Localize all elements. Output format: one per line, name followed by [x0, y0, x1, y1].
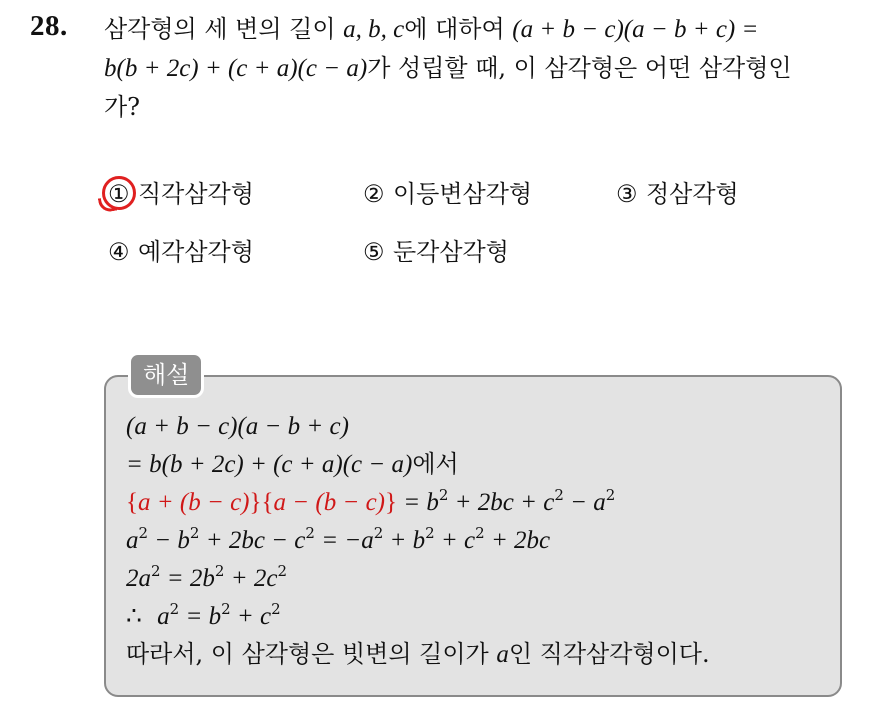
solution-line-7 [126, 636, 710, 673]
exponent: 2 [189, 524, 200, 542]
question-text: 가 성립할 때, 이 삼각형은 어떤 삼각형인 [367, 54, 792, 82]
choice-number: ① [108, 180, 130, 208]
solution-math: (a + b − c)(a − b + c) [126, 413, 349, 440]
choice-2[interactable] [363, 178, 532, 210]
exponent: 2 [425, 524, 435, 542]
choice-number: ② [363, 180, 385, 208]
question-text: 가? [104, 93, 141, 121]
exponent: 2 [605, 486, 616, 504]
exponent: 2 [271, 600, 281, 618]
choice-label: 이등변삼각형 [393, 180, 533, 208]
question-number: 28. [30, 10, 68, 42]
solution-math: + 2bc + c [448, 489, 555, 516]
solution-line-3 [126, 484, 615, 521]
solution-math: + 2bc − c [199, 527, 306, 554]
solution-math: = 2b [160, 565, 215, 592]
solution-math: a [157, 603, 170, 630]
exponent: 2 [305, 524, 315, 542]
question-equation: b(b + 2c) + (c + a)(c − a) [104, 55, 368, 82]
solution-math: = b [397, 489, 439, 516]
choice-number: ③ [616, 180, 638, 208]
exponent: 2 [214, 562, 225, 580]
choice-number: ④ [108, 238, 130, 266]
solution-math: + c [230, 603, 272, 630]
solution-math: + c [434, 527, 476, 554]
question-equation: (a + b − c)(a − b + c) = [512, 16, 759, 43]
solution-tag: 해설 [128, 352, 204, 398]
exponent: 2 [554, 486, 564, 504]
solution-math: + 2bc [484, 527, 551, 554]
question-text: 삼각형의 세 변의 길이 [104, 15, 344, 43]
question-text: 에 대하여 [404, 15, 513, 43]
therefore-symbol: ∴ [126, 603, 142, 630]
choice-label: 예각삼각형 [138, 238, 254, 266]
solution-brace: }{ [249, 489, 274, 516]
question-line-3 [104, 88, 140, 126]
solution-math: = b(b + 2c) + (c + a)(c − a) [126, 451, 413, 478]
solution-math: a + (b − c) [138, 489, 250, 516]
exponent: 2 [475, 524, 485, 542]
exponent: 2 [151, 562, 161, 580]
choice-4[interactable] [108, 236, 254, 268]
solution-line-4 [126, 522, 550, 559]
choice-5[interactable] [363, 236, 509, 268]
solution-math: + 2c [224, 565, 278, 592]
solution-text: 에서 [412, 450, 459, 478]
solution-math: − a [563, 489, 606, 516]
solution-math: − b [148, 527, 190, 554]
solution-math: = b [179, 603, 222, 630]
solution-math: = −a [314, 527, 374, 554]
exponent: 2 [277, 562, 287, 580]
solution-math: + b [383, 527, 426, 554]
exponent: 2 [438, 486, 449, 504]
choice-number: ⑤ [363, 238, 385, 266]
solution-line-5 [126, 560, 287, 597]
choice-3[interactable] [616, 178, 739, 210]
solution-math: a − (b − c) [273, 489, 385, 516]
exponent: 2 [221, 600, 231, 618]
solution-brace: { [126, 489, 138, 516]
exponent: 2 [138, 524, 149, 542]
solution-math: 2a [126, 565, 151, 592]
exponent: 2 [373, 524, 384, 542]
solution-line-6 [126, 598, 281, 635]
choice-label: 정삼각형 [646, 180, 739, 208]
solution-text: 따라서, 이 삼각형은 빗변의 길이가 [126, 640, 497, 668]
solution-line-1 [126, 408, 349, 445]
choice-1[interactable] [108, 178, 254, 210]
question-vars: a, b, c [343, 16, 405, 43]
exponent: 2 [169, 600, 180, 618]
solution-math: a [496, 641, 509, 668]
solution-line-2 [126, 446, 459, 483]
choice-label: 둔각삼각형 [393, 238, 509, 266]
solution-math: a [126, 527, 139, 554]
solution-text: 인 직각삼각형이다. [508, 640, 710, 668]
question-line-1 [104, 10, 758, 49]
solution-brace: } [385, 489, 397, 516]
question-line-2 [104, 49, 792, 88]
choice-label: 직각삼각형 [138, 180, 254, 208]
